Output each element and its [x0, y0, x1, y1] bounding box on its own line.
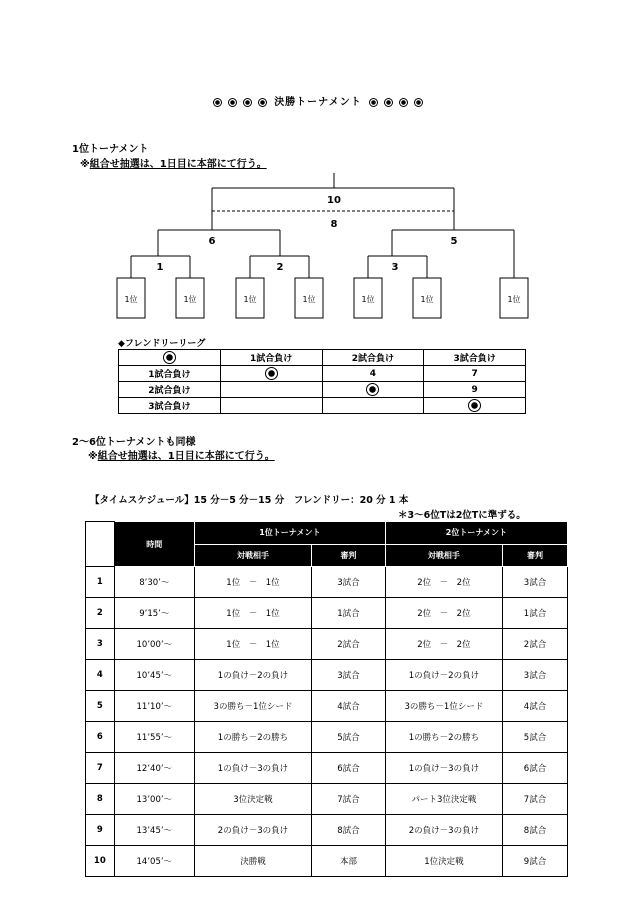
bracket-slot: 1位 — [302, 295, 316, 304]
schedule-row-number: 5 — [86, 691, 115, 722]
friendly-cell — [322, 398, 424, 414]
bracket-match-6: 6 — [208, 236, 216, 247]
friendly-cell: 4 — [322, 366, 424, 382]
table-row — [86, 567, 568, 598]
schedule-t2-referee: 2試合 — [503, 629, 568, 660]
soccer-ball-icon — [468, 399, 481, 412]
soccer-ball-icon — [163, 351, 176, 364]
bracket-slot: 1位 — [243, 295, 257, 304]
bracket-slot: 1位 — [507, 295, 521, 304]
schedule-time: 11’55’～ — [114, 722, 194, 753]
schedule-t1-opponent: 決勝戦 — [194, 846, 311, 877]
schedule-t1-opponent: 1位 － 1位 — [194, 598, 311, 629]
friendly-league-table — [118, 349, 526, 414]
schedule-t1-opponent: 2の負け－3の負け — [194, 815, 311, 846]
schedule-t1-referee: 8試合 — [312, 815, 386, 846]
schedule-t2-opponent: 2位 － 2位 — [385, 567, 502, 598]
table-row — [86, 784, 568, 815]
schedule-t2-referee: 1試合 — [503, 598, 568, 629]
schedule-t2-opponent: 1の負け－3の負け — [385, 753, 502, 784]
schedule-t1-referee: 1試合 — [312, 598, 386, 629]
schedule-t1-opponent: 3の勝ち－1位シード — [194, 691, 311, 722]
schedule-col-referee: 審判 — [312, 544, 386, 567]
friendly-heading: ◆フレンドリーリーグ — [118, 339, 206, 349]
schedule-t2-opponent: パート3位決定戦 — [385, 784, 502, 815]
schedule-t1-referee: 本部 — [312, 846, 386, 877]
table-row — [86, 815, 568, 846]
section2-heading: 2～6位トーナメントも同様 — [72, 437, 196, 448]
schedule-t1-opponent: 3位決定戦 — [194, 784, 311, 815]
table-row — [86, 629, 568, 660]
schedule-time: 12’40’～ — [114, 753, 194, 784]
schedule-t1-opponent: 1の勝ち－2の勝ち — [194, 722, 311, 753]
schedule-group1: 1位トーナメント — [194, 522, 385, 545]
friendly-row-header: 2試合負け — [119, 382, 221, 398]
schedule-row-number: 6 — [86, 722, 115, 753]
schedule-t2-opponent: 1の勝ち－2の勝ち — [385, 722, 502, 753]
friendly-row-header: 1試合負け — [119, 366, 221, 382]
schedule-row-number: 8 — [86, 784, 115, 815]
soccer-ball-icon — [265, 367, 278, 380]
schedule-time: 10’00’～ — [114, 629, 194, 660]
schedule-time: 10’45’～ — [114, 660, 194, 691]
friendly-row-header: 3試合負け — [119, 398, 221, 414]
schedule-t1-referee: 5試合 — [312, 722, 386, 753]
schedule-heading: 【タイムスケジュール】15 分－5 分－15 分 フレンドリー：20 分 1 本 — [90, 495, 409, 506]
section2-note: ※組合せ抽選は、1日目に本部にて行う。 — [88, 451, 275, 462]
schedule-table — [85, 521, 568, 877]
schedule-t2-opponent: 3の勝ち－1位シード — [385, 691, 502, 722]
table-row — [86, 598, 568, 629]
schedule-t2-referee: 3試合 — [503, 660, 568, 691]
schedule-t2-referee: 8試合 — [503, 815, 568, 846]
table-row — [86, 691, 568, 722]
schedule-t2-referee: 5試合 — [503, 722, 568, 753]
schedule-t1-opponent: 1の負け－2の負け — [194, 660, 311, 691]
schedule-group2: 2位トーナメント — [385, 522, 567, 545]
friendly-cell: 9 — [424, 382, 526, 398]
schedule-t2-opponent: 2位 － 2位 — [385, 598, 502, 629]
schedule-t1-opponent: 1位 － 1位 — [194, 567, 311, 598]
schedule-t2-opponent: 1の負け－2の負け — [385, 660, 502, 691]
schedule-time: 8’30’～ — [114, 567, 194, 598]
schedule-t1-referee: 4試合 — [312, 691, 386, 722]
friendly-cell — [220, 382, 322, 398]
schedule-t2-referee: 9試合 — [503, 846, 568, 877]
schedule-t1-opponent: 1の負け－3の負け — [194, 753, 311, 784]
tournament-bracket — [0, 0, 636, 340]
friendly-cell: 7 — [424, 366, 526, 382]
schedule-col-opponent: 対戦相手 — [385, 544, 502, 567]
friendly-cell — [220, 398, 322, 414]
schedule-col-time: 時間 — [114, 522, 194, 567]
bracket-slot: 1位 — [124, 295, 138, 304]
schedule-row-number: 2 — [86, 598, 115, 629]
friendly-col-header: 3試合負け — [424, 350, 526, 366]
section1-note-text: 組合せ抽選は、1日目に本部にて行う。 — [89, 159, 267, 170]
table-row — [86, 722, 568, 753]
friendly-corner — [119, 350, 221, 366]
schedule-t1-referee: 6試合 — [312, 753, 386, 784]
schedule-t2-referee: 4試合 — [503, 691, 568, 722]
title-text: 決勝トーナメント — [274, 97, 362, 108]
schedule-t2-opponent: 1位決定戦 — [385, 846, 502, 877]
bracket-match-10: 10 — [327, 195, 341, 206]
schedule-t1-referee: 3試合 — [312, 660, 386, 691]
schedule-col-opponent: 対戦相手 — [194, 544, 311, 567]
schedule-col-referee: 審判 — [503, 544, 568, 567]
schedule-time: 14’05’～ — [114, 846, 194, 877]
schedule-t2-referee: 7試合 — [503, 784, 568, 815]
schedule-t1-opponent: 1位 － 1位 — [194, 629, 311, 660]
schedule-t2-referee: 3試合 — [503, 567, 568, 598]
schedule-row-number: 4 — [86, 660, 115, 691]
schedule-row-number: 7 — [86, 753, 115, 784]
schedule-time: 11’10’～ — [114, 691, 194, 722]
section1-heading: 1位トーナメント — [72, 144, 149, 155]
bracket-match-8: 8 — [330, 219, 338, 230]
soccer-ball-icon — [366, 383, 379, 396]
schedule-subnote: ＊3～6位Tは2位Tに準ずる。 — [398, 510, 526, 521]
schedule-t2-opponent: 2の負け－3の負け — [385, 815, 502, 846]
bracket-match-3: 3 — [391, 262, 399, 273]
friendly-cell-self — [322, 382, 424, 398]
schedule-t1-referee: 7試合 — [312, 784, 386, 815]
table-row — [86, 660, 568, 691]
schedule-t2-opponent: 2位 － 2位 — [385, 629, 502, 660]
schedule-row-number: 9 — [86, 815, 115, 846]
table-row — [86, 846, 568, 877]
schedule-time: 13’00’～ — [114, 784, 194, 815]
friendly-col-header: 1試合負け — [220, 350, 322, 366]
schedule-time: 13’45’～ — [114, 815, 194, 846]
section2-note-text: 組合せ抽選は、1日目に本部にて行う。 — [97, 451, 275, 462]
table-row — [86, 753, 568, 784]
friendly-col-header: 2試合負け — [322, 350, 424, 366]
schedule-corner — [86, 522, 115, 567]
friendly-cell-self — [220, 366, 322, 382]
schedule-row-number: 1 — [86, 567, 115, 598]
schedule-t2-referee: 6試合 — [503, 753, 568, 784]
friendly-cell-self — [424, 398, 526, 414]
bracket-match-2: 2 — [276, 262, 284, 273]
bracket-slot: 1位 — [183, 295, 197, 304]
section1-note: ※組合せ抽選は、1日目に本部にて行う。 — [80, 159, 267, 170]
bracket-slot: 1位 — [420, 295, 434, 304]
schedule-row-number: 3 — [86, 629, 115, 660]
bracket-match-1: 1 — [156, 262, 164, 273]
bracket-slot: 1位 — [361, 295, 375, 304]
schedule-time: 9’15’～ — [114, 598, 194, 629]
bracket-match-5: 5 — [450, 236, 458, 247]
schedule-t1-referee: 2試合 — [312, 629, 386, 660]
schedule-t1-referee: 3試合 — [312, 567, 386, 598]
schedule-row-number: 10 — [86, 846, 115, 877]
